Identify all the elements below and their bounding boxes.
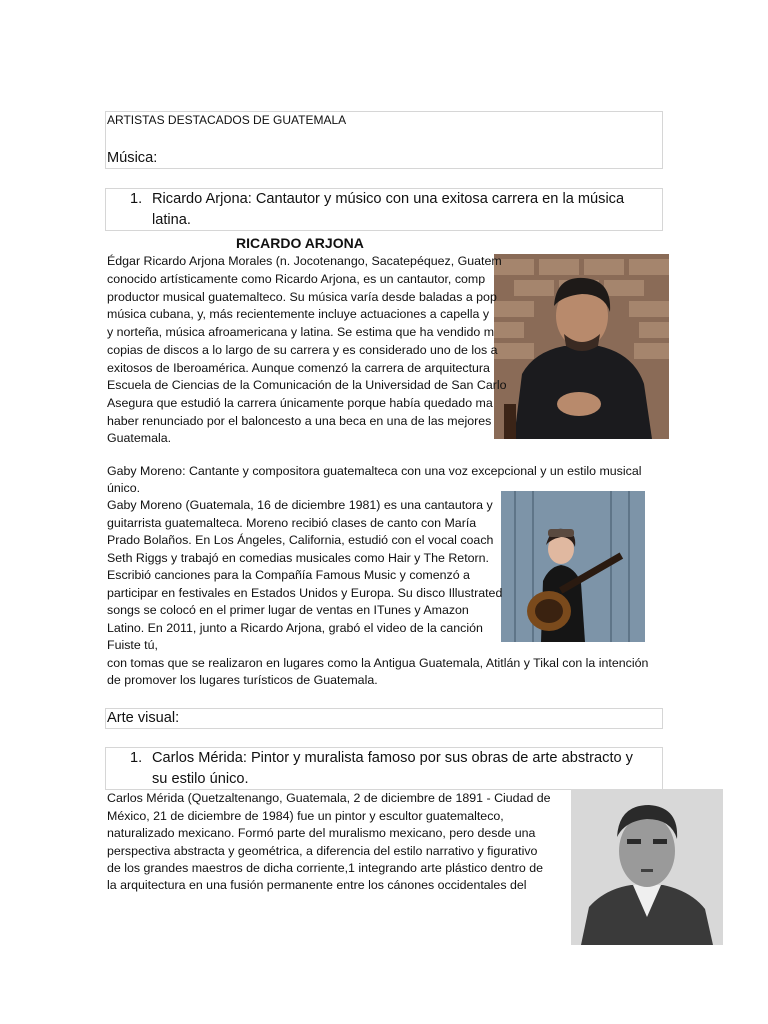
arjona-line: Escuela de Ciencias de la Comunicación de la Universidad de San Carlo: [107, 378, 507, 392]
arjona-heading: RICARDO ARJONA: [236, 235, 364, 251]
merida-line: la arquitectura en una fusión permanente entre los cánones occidentales del: [107, 878, 527, 892]
merida-list-line1: Carlos Mérida: Pintor y muralista famoso por sus obras de arte abstracto y: [152, 750, 633, 766]
moreno-line: Seth Riggs y trabajó en comedias musicales como Hair y The Retorn.: [107, 551, 489, 565]
merida-line: Carlos Mérida (Quetzaltenango, Guatemala, 2 de diciembre de 1891 - Ciudad de: [107, 791, 551, 805]
arjona-line: y norteña, música afroamericana y latina. Se estima que ha vendido m: [107, 325, 495, 339]
merida-line: naturalizado mexicano. Formó parte del muralismo mexicano, pero desde una: [107, 826, 536, 840]
merida-line: de los grandes maestros de dicha corriente,1 integrando arte plástico dentro de: [107, 861, 544, 875]
moreno-line: de promover los lugares turísticos de Guatemala.: [107, 673, 378, 687]
arjona-line: productor musical guatemalteco. Su música varía desde baladas a pop: [107, 290, 497, 304]
merida-line: México, 21 de diciembre de 1984) fue un pintor y escultor guatemalteco,: [107, 809, 504, 823]
arjona-list-line1: Ricardo Arjona: Cantautor y músico con una exitosa carrera en la música: [152, 191, 625, 207]
moreno-intro-line2: único.: [107, 481, 141, 495]
list-number: 1.: [130, 191, 143, 207]
arjona-line: música cubana, y, más recientemente incluye actuaciones a capella y: [107, 307, 490, 321]
moreno-line: Prado Bolaños. En Los Ángeles, California, estudió con el vocal coach: [107, 533, 494, 547]
moreno-line: Fuiste tú,: [107, 638, 158, 652]
moreno-line: Gaby Moreno (Guatemala, 16 de diciembre 1981) es una cantautora y: [107, 498, 493, 512]
ricardo-arjona-photo: [494, 254, 669, 439]
merida-list-line2: su estilo único.: [152, 771, 249, 787]
moreno-intro-line1: Gaby Moreno: Cantante y compositora guatemalteca con una voz excepcional y un estilo musical: [107, 464, 642, 478]
arjona-line: Édgar Ricardo Arjona Morales (n. Jocotenango, Sacatepéquez, Guatem: [107, 254, 502, 268]
moreno-line: songs se colocó en el primer lugar de ventas en ITunes y Amazon: [107, 603, 469, 617]
moreno-line: participar en festivales en Estados Unidos y Europa. Su disco Illustrated: [107, 586, 503, 600]
music-heading: Música:: [107, 150, 158, 166]
arjona-line: haber renunciado por el baloncesto a una beca en una de las mejores: [107, 414, 492, 428]
arjona-line: conocido artísticamente como Ricardo Arjona, es un cantautor, comp: [107, 272, 486, 286]
arjona-line: copias de discos a lo largo de su carrera y es considerado uno de los a: [107, 343, 498, 357]
document-title: ARTISTAS DESTACADOS DE GUATEMALA: [107, 113, 347, 127]
arjona-line: Asegura que estudió la carrera únicamente porque había quedado ma: [107, 396, 493, 410]
arjona-line: exitosos de Iberoamérica. Aunque comenzó la carrera de arquitectura: [107, 361, 490, 375]
moreno-line: Escribió canciones para la Compañía Famous Music y comenzó a: [107, 568, 470, 582]
moreno-line: Latino. En 2011, junto a Ricardo Arjona, grabó el video de la canción: [107, 621, 483, 635]
list-number: 1.: [130, 750, 143, 766]
moreno-line: guitarrista guatemalteca. Moreno recibió clases de canto con María: [107, 516, 477, 530]
visual-heading: Arte visual:: [107, 710, 180, 726]
merida-line: perspectiva abstracta y geométrica, a diferencia del estilo narrativo y figurativo: [107, 844, 538, 858]
arjona-line: Guatemala.: [107, 431, 172, 445]
gaby-moreno-photo: [501, 491, 645, 642]
arjona-list-line2: latina.: [152, 212, 191, 228]
visual-heading-box: [105, 708, 663, 729]
carlos-merida-photo: [571, 789, 723, 945]
moreno-line: con tomas que se realizaron en lugares como la Antigua Guatemala, Atitlán y Tikal con la intención: [107, 656, 649, 670]
